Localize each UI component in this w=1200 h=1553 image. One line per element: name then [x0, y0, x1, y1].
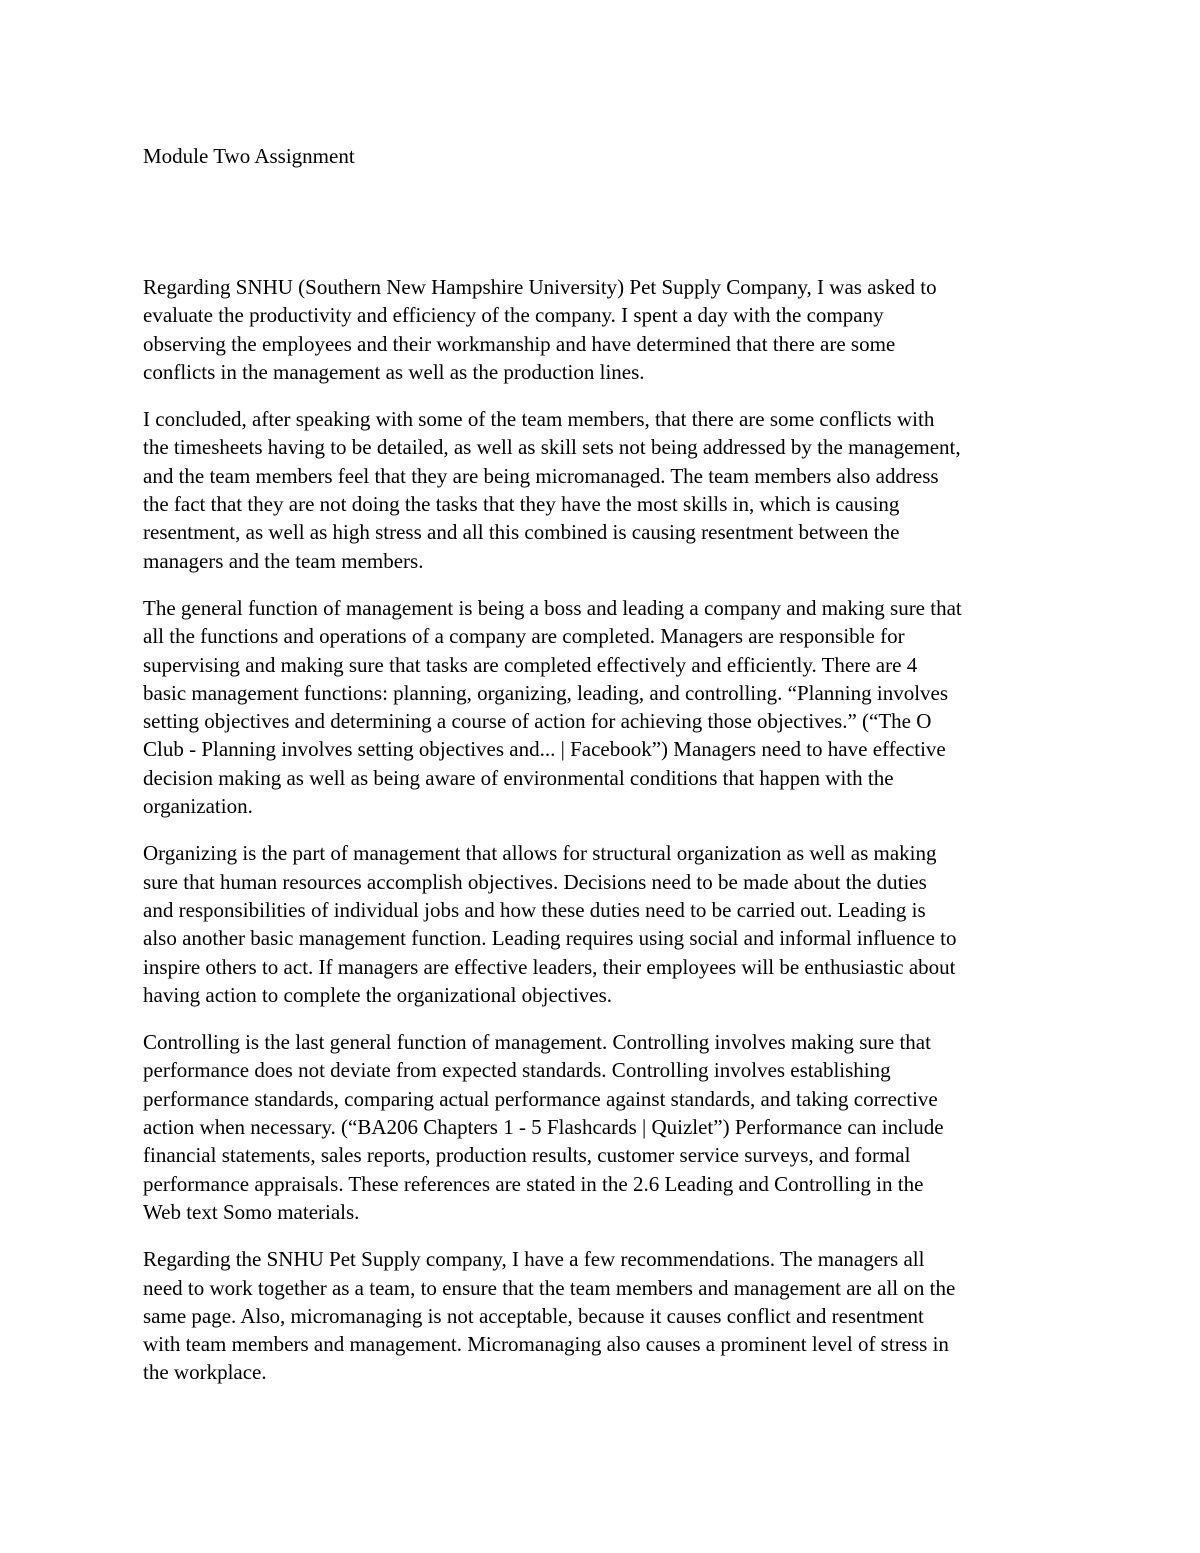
text-line: with team members and management. Micromanaging also causes a prominent level of stress in	[143, 1332, 949, 1357]
text-line: the timesheets having to be detailed, as well as skill sets not being addressed by the management,	[143, 435, 961, 460]
text-line: Web text Somo materials.	[143, 1199, 360, 1224]
paragraph-controlling	[143, 1028, 1063, 1226]
text-line: Regarding the SNHU Pet Supply company, I have a few recommendations. The managers all	[143, 1247, 925, 1272]
text-line: performance appraisals. These references are stated in the 2.6 Leading and Controlling in the	[143, 1171, 924, 1196]
text-line: resentment, as well as high stress and all this combined is causing resentment between the	[143, 520, 900, 545]
text-line: all the functions and operations of a company are completed. Managers are responsible for	[143, 624, 905, 649]
text-line: I concluded, after speaking with some of the team members, that there are some conflicts with	[143, 407, 935, 432]
text-line: supervising and making sure that tasks are completed effectively and efficiently. There are 4	[143, 652, 918, 677]
text-line: financial statements, sales reports, production results, customer service surveys, and formal	[143, 1143, 911, 1168]
text-line: performance does not deviate from expected standards. Controlling involves establishing	[143, 1058, 891, 1083]
text-line: managers and the team members.	[143, 548, 424, 573]
text-line: having action to complete the organizational objectives.	[143, 982, 613, 1007]
text-line: and responsibilities of individual jobs and how these duties need to be carried out. Leading is	[143, 897, 926, 922]
text-line: evaluate the productivity and efficiency of the company. I spent a day with the company	[143, 303, 884, 328]
text-line: Regarding SNHU (Southern New Hampshire University) Pet Supply Company, I was asked to	[143, 275, 937, 299]
text-line: the fact that they are not doing the tasks that they have the most skills in, which is causing	[143, 492, 900, 517]
text-line: The general function of management is being a boss and leading a company and making sure that	[143, 595, 962, 620]
text-line: observing the employees and their workmanship and have determined that there are some	[143, 331, 896, 356]
text-line: basic management functions: planning, organizing, leading, and controlling. “Planning involves	[143, 680, 949, 705]
text-line: Organizing is the part of management that allows for structural organization as well as making	[143, 841, 937, 866]
paragraph-organizing	[143, 839, 1063, 1009]
text-line: need to work together as a team, to ensure that the team members and management are all on the	[143, 1275, 956, 1300]
text-line: same page. Also, micromanaging is not acceptable, because it causes conflict and resentment	[143, 1303, 924, 1328]
text-line: inspire others to act. If managers are effective leaders, their employees will be enthusiastic about	[143, 954, 956, 979]
paragraph-management-functions	[143, 594, 1063, 820]
text-line: action when necessary. (“BA206 Chapters 1 - 5 Flashcards | Quizlet”) Performance can include	[143, 1115, 944, 1140]
text-line: also another basic management function. Leading requires using social and informal influence to	[143, 926, 957, 951]
text-line: Club - Planning involves setting objectives and... | Facebook”) Managers need to have effective	[143, 737, 946, 762]
document-body	[143, 273, 1063, 1406]
paragraph-recommendations	[143, 1245, 1063, 1386]
text-line: performance standards, comparing actual performance against standards, and taking corrective	[143, 1086, 938, 1111]
text-line: the workplace.	[143, 1360, 267, 1385]
text-line: organization.	[143, 794, 253, 819]
text-line: conflicts in the management as well as the production lines.	[143, 359, 645, 384]
paragraph-conclusions	[143, 405, 1063, 575]
document-title: Module Two Assignment	[143, 144, 355, 168]
text-line: sure that human resources accomplish objectives. Decisions need to be made about the duties	[143, 869, 927, 894]
paragraph-intro	[143, 273, 1063, 386]
text-line: and the team members feel that they are being micromanaged. The team members also address	[143, 463, 939, 488]
text-line: decision making as well as being aware of environmental conditions that happen with the	[143, 765, 894, 790]
text-line: setting objectives and determining a course of action for achieving those objectives.” (“The O	[143, 709, 932, 734]
text-line: Controlling is the last general function of management. Controlling involves making sure that	[143, 1030, 931, 1055]
